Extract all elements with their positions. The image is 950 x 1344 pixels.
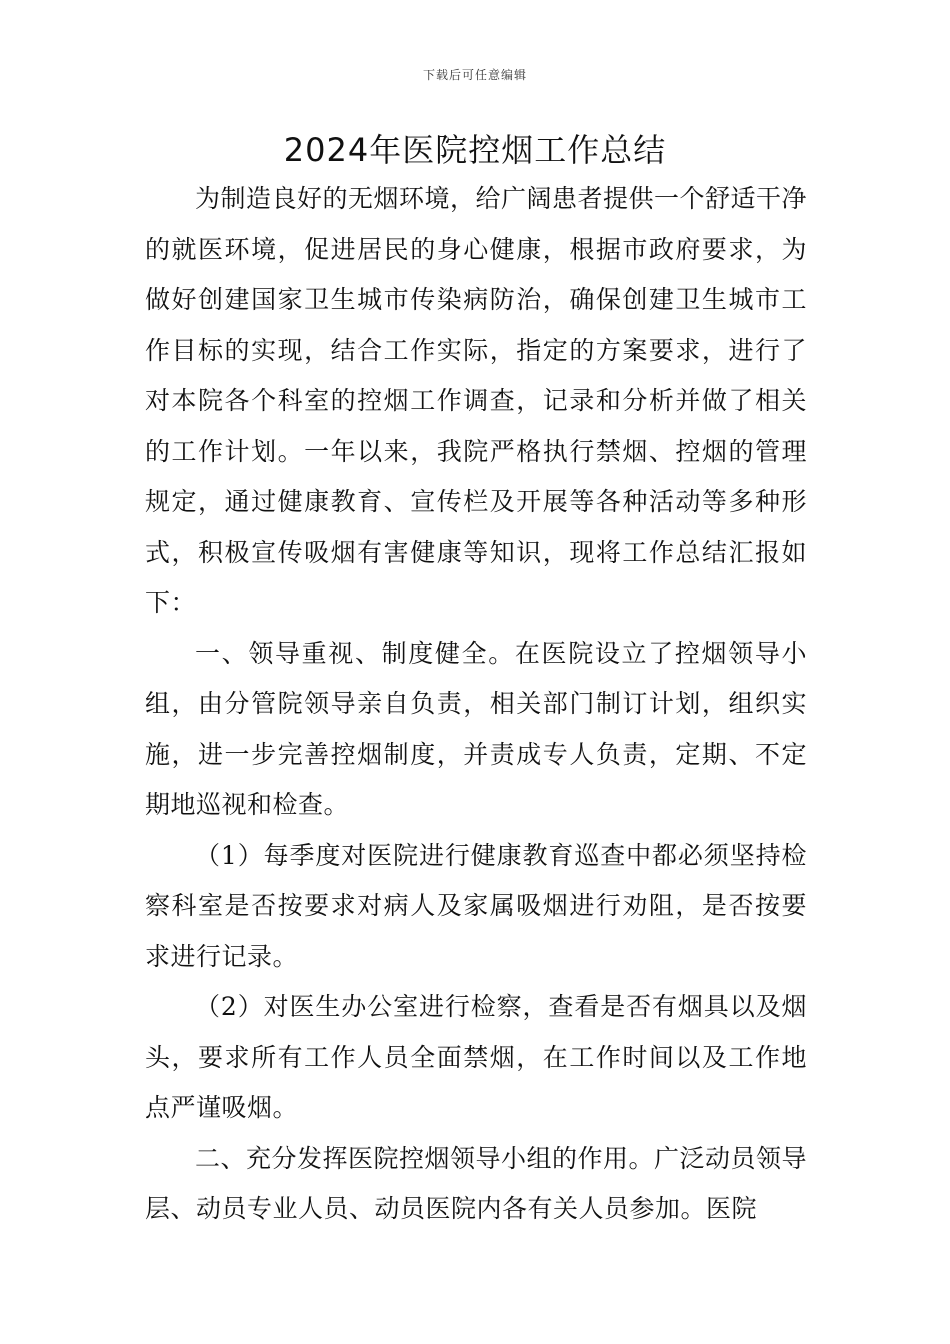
paragraph-section-1: 一、领导重视、制度健全。在医院设立了控烟领导小组，由分管院领导亲自负责，相关部门制订计划，组织实施，进一步完善控烟制度，并责成专人负责，定期、不定期地巡视和检查。 [145,638,807,819]
document-title: 2024年医院控烟工作总结 [283,131,667,169]
paragraph-item-1: （1）每季度对医院进行健康教育巡查中都必须坚持检察科室是否按要求对病人及家属吸烟进行劝阻，是否按要求进行记录。 [145,840,807,971]
paragraph-item-2: （2）对医生办公室进行检察，查看是否有烟具以及烟头，要求所有工作人员全面禁烟，在工作时间以及工作地点严谨吸烟。 [145,992,807,1122]
paragraph-section-2: 二、充分发挥医院控烟领导小组的作用。广泛动员领导层、动员专业人员、动员医院内各有关人员参加。医院 [145,1143,808,1223]
document-body [145,174,807,1235]
paragraph-intro: 为制造良好的无烟环境，给广阔患者提供一个舒适干净的就医环境，促进居民的身心健康，根据市政府要求，为做好创建国家卫生城市传染病防治，确保创建卫生城市工作目标的实现，结合工作实际，指定的方案要求，进行了对本院各个科室的控烟工作调查，记录和分析并做了相关的工作计划。一年以来，我院严格执行禁烟、控烟的管理规定，通过健康教育、宣传栏及开展等各种活动等多种形式，积极宣传吸烟有害健康等知识，现将工作总结汇报如下： [145,184,808,617]
header-note: 下载后可任意编辑 [422,68,527,82]
